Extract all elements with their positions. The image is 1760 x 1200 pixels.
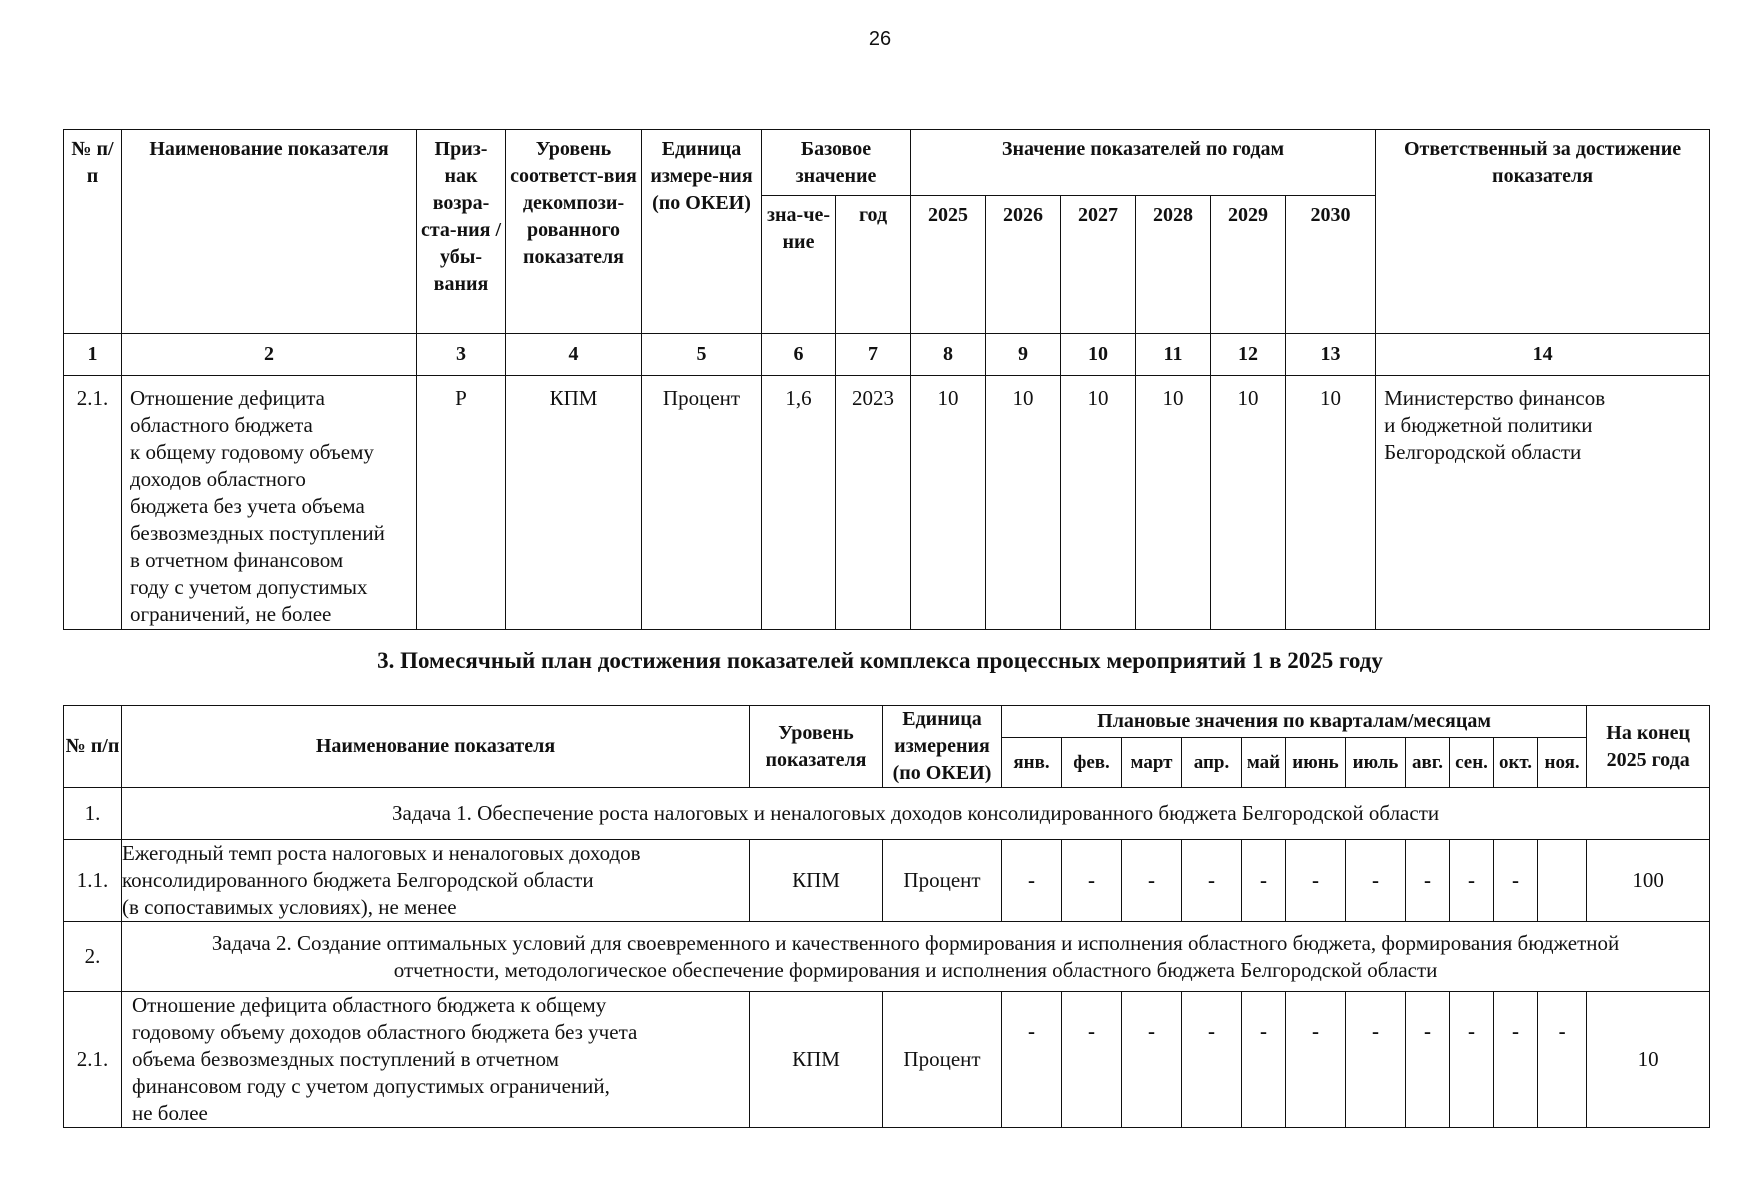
year-value: 10 (986, 376, 1061, 630)
header-plan: Плановые значения по кварталам/месяцам (1002, 706, 1587, 738)
indicator-name (122, 376, 417, 630)
header-level: Уровень соответст-вия декомпози-рованного показателя (506, 130, 642, 334)
indicator-level: КПМ (750, 840, 883, 922)
month-value: - (1122, 992, 1182, 1128)
month-value: - (1346, 992, 1406, 1128)
indicator-name-line: бюджета без учета объема (130, 494, 365, 518)
indicator-name (122, 992, 750, 1128)
column-number: 13 (1286, 334, 1376, 376)
column-number: 4 (506, 334, 642, 376)
month-value: - (1494, 992, 1538, 1128)
monthly-plan-table (63, 705, 1710, 1128)
indicator-level: КПМ (506, 376, 642, 630)
unit: Процент (883, 992, 1002, 1128)
indicator-name-line: не более (132, 1101, 208, 1125)
header-year: 2027 (1061, 196, 1136, 334)
header-month: апр. (1182, 738, 1242, 788)
header-year: 2029 (1211, 196, 1286, 334)
table-row (64, 376, 1710, 630)
header-name: Наименование показателя (122, 130, 417, 334)
base-year: 2023 (836, 376, 911, 630)
year-value: 10 (1286, 376, 1376, 630)
header-month: фев. (1062, 738, 1122, 788)
column-number: 1 (64, 334, 122, 376)
unit: Процент (883, 840, 1002, 922)
column-number: 6 (762, 334, 836, 376)
month-value: - (1406, 992, 1450, 1128)
header-sign: Приз-нак возра-ста-ния / убы-вания (417, 130, 506, 334)
indicator-name-line: доходов областного (130, 467, 306, 491)
unit: Процент (642, 376, 762, 630)
base-value: 1,6 (762, 376, 836, 630)
indicator-name-line: финансовом году с учетом допустимых ограничений, (132, 1074, 610, 1098)
indicator-name-line: консолидированного бюджета Белгородской области (122, 868, 594, 892)
year-value: 10 (1211, 376, 1286, 630)
month-value: - (1182, 840, 1242, 922)
header-month: сен. (1450, 738, 1494, 788)
month-value: - (1002, 992, 1062, 1128)
month-value: - (1450, 992, 1494, 1128)
indicator-name (122, 840, 750, 922)
month-value: - (1286, 992, 1346, 1128)
month-value: - (1122, 840, 1182, 922)
column-number: 3 (417, 334, 506, 376)
month-value: - (1346, 840, 1406, 922)
task-row (64, 922, 1710, 992)
indicator-name-line: ограничений, не более (130, 602, 332, 626)
header-year: 2030 (1286, 196, 1376, 334)
trend-sign: Р (417, 376, 506, 630)
month-value: - (1538, 992, 1587, 1128)
indicator-name-line: объема безвозмездных поступлений в отчетном (132, 1047, 559, 1071)
responsible-line: Министерство финансов (1384, 386, 1606, 410)
header-year: 2028 (1136, 196, 1211, 334)
header-base-year: год (836, 196, 911, 334)
header-base: Базовое значение (762, 130, 911, 196)
header-base-value: зна-че-ние (762, 196, 836, 334)
header-year: 2025 (911, 196, 986, 334)
header-name: Наименование показателя (122, 706, 750, 788)
month-value: - (1242, 840, 1286, 922)
indicator-name-line: областного бюджета (130, 413, 313, 437)
indicator-name-line: Отношение дефицита (130, 386, 325, 410)
column-number: 10 (1061, 334, 1136, 376)
header-month: июль (1346, 738, 1406, 788)
year-value: 10 (911, 376, 986, 630)
header-unit: Единица измерения (по ОКЕИ) (883, 706, 1002, 788)
responsible-line: Белгородской области (1384, 440, 1582, 464)
row-number: 2.1. (64, 992, 122, 1128)
month-value: - (1062, 840, 1122, 922)
task-text: Задача 1. Обеспечение роста налоговых и неналоговых доходов консолидированного бюджета Белгородской области (122, 788, 1710, 840)
column-number: 14 (1376, 334, 1710, 376)
page-number: 26 (868, 28, 892, 50)
header-month: ноя. (1538, 738, 1587, 788)
month-value: - (1242, 992, 1286, 1128)
month-value: - (1002, 840, 1062, 922)
month-value: - (1450, 840, 1494, 922)
column-number: 8 (911, 334, 986, 376)
table-row (64, 840, 1710, 922)
column-number: 11 (1136, 334, 1211, 376)
row-number: 2. (64, 922, 122, 992)
month-value: - (1182, 992, 1242, 1128)
column-number: 7 (836, 334, 911, 376)
table-row (64, 992, 1710, 1128)
indicator-name-line: безвозмездных поступлений (130, 521, 385, 545)
column-number: 2 (122, 334, 417, 376)
task-text (122, 922, 1710, 992)
indicator-level: КПМ (750, 992, 883, 1128)
indicator-name-line: году с учетом допустимых (130, 575, 368, 599)
end-value: 100 (1587, 840, 1710, 922)
responsible-line: и бюджетной политики (1384, 413, 1593, 437)
header-end: На конец 2025 года (1587, 706, 1710, 788)
row-number: 2.1. (64, 376, 122, 630)
indicator-name-line: Ежегодный темп роста налоговых и неналоговых доходов (122, 841, 641, 865)
header-year: 2026 (986, 196, 1061, 334)
year-value: 10 (1136, 376, 1211, 630)
header-month: янв. (1002, 738, 1062, 788)
end-value: 10 (1587, 992, 1710, 1128)
row-number: 1.1. (64, 840, 122, 922)
indicator-name-line: (в сопоставимых условиях), не менее (122, 895, 457, 919)
header-no: № п/п (64, 706, 122, 788)
year-value: 10 (1061, 376, 1136, 630)
header-level: Уровень показателя (750, 706, 883, 788)
responsible (1376, 376, 1710, 630)
month-value: - (1406, 840, 1450, 922)
indicator-name-line: Отношение дефицита областного бюджета к общему (132, 993, 607, 1017)
month-value: - (1286, 840, 1346, 922)
header-responsible: Ответственный за достижение показателя (1376, 130, 1710, 334)
indicator-name-line: годовому объему доходов областного бюджета без учета (132, 1020, 638, 1044)
task-text-line: Задача 2. Создание оптимальных условий для своевременного и качественного формирования и исполнения областного бюджета, формирования бюджетной (211, 930, 1620, 955)
month-value (1538, 840, 1587, 922)
row-number: 1. (64, 788, 122, 840)
month-value: - (1494, 840, 1538, 922)
section-title: 3. Помесячный план достижения показателей комплекса процессных мероприятий 1 в 2025 году (377, 648, 1383, 673)
header-years-group: Значение показателей по годам (911, 130, 1376, 196)
header-no: № п/п (64, 130, 122, 334)
header-month: авг. (1406, 738, 1450, 788)
header-month: окт. (1494, 738, 1538, 788)
column-number: 9 (986, 334, 1061, 376)
column-number: 12 (1211, 334, 1286, 376)
month-value: - (1062, 992, 1122, 1128)
task-row (64, 788, 1710, 840)
indicators-table (63, 129, 1710, 630)
task-text-line: отчетности, методологическое обеспечение формирования и исполнения областного бюджета Белгородской области (393, 957, 1438, 982)
header-month: май (1242, 738, 1286, 788)
indicator-name-line: в отчетном финансовом (130, 548, 344, 572)
column-number: 5 (642, 334, 762, 376)
header-unit: Единица измере-ния (по ОКЕИ) (642, 130, 762, 334)
indicator-name-line: к общему годовому объему (130, 440, 374, 464)
header-month: март (1122, 738, 1182, 788)
header-month: июнь (1286, 738, 1346, 788)
